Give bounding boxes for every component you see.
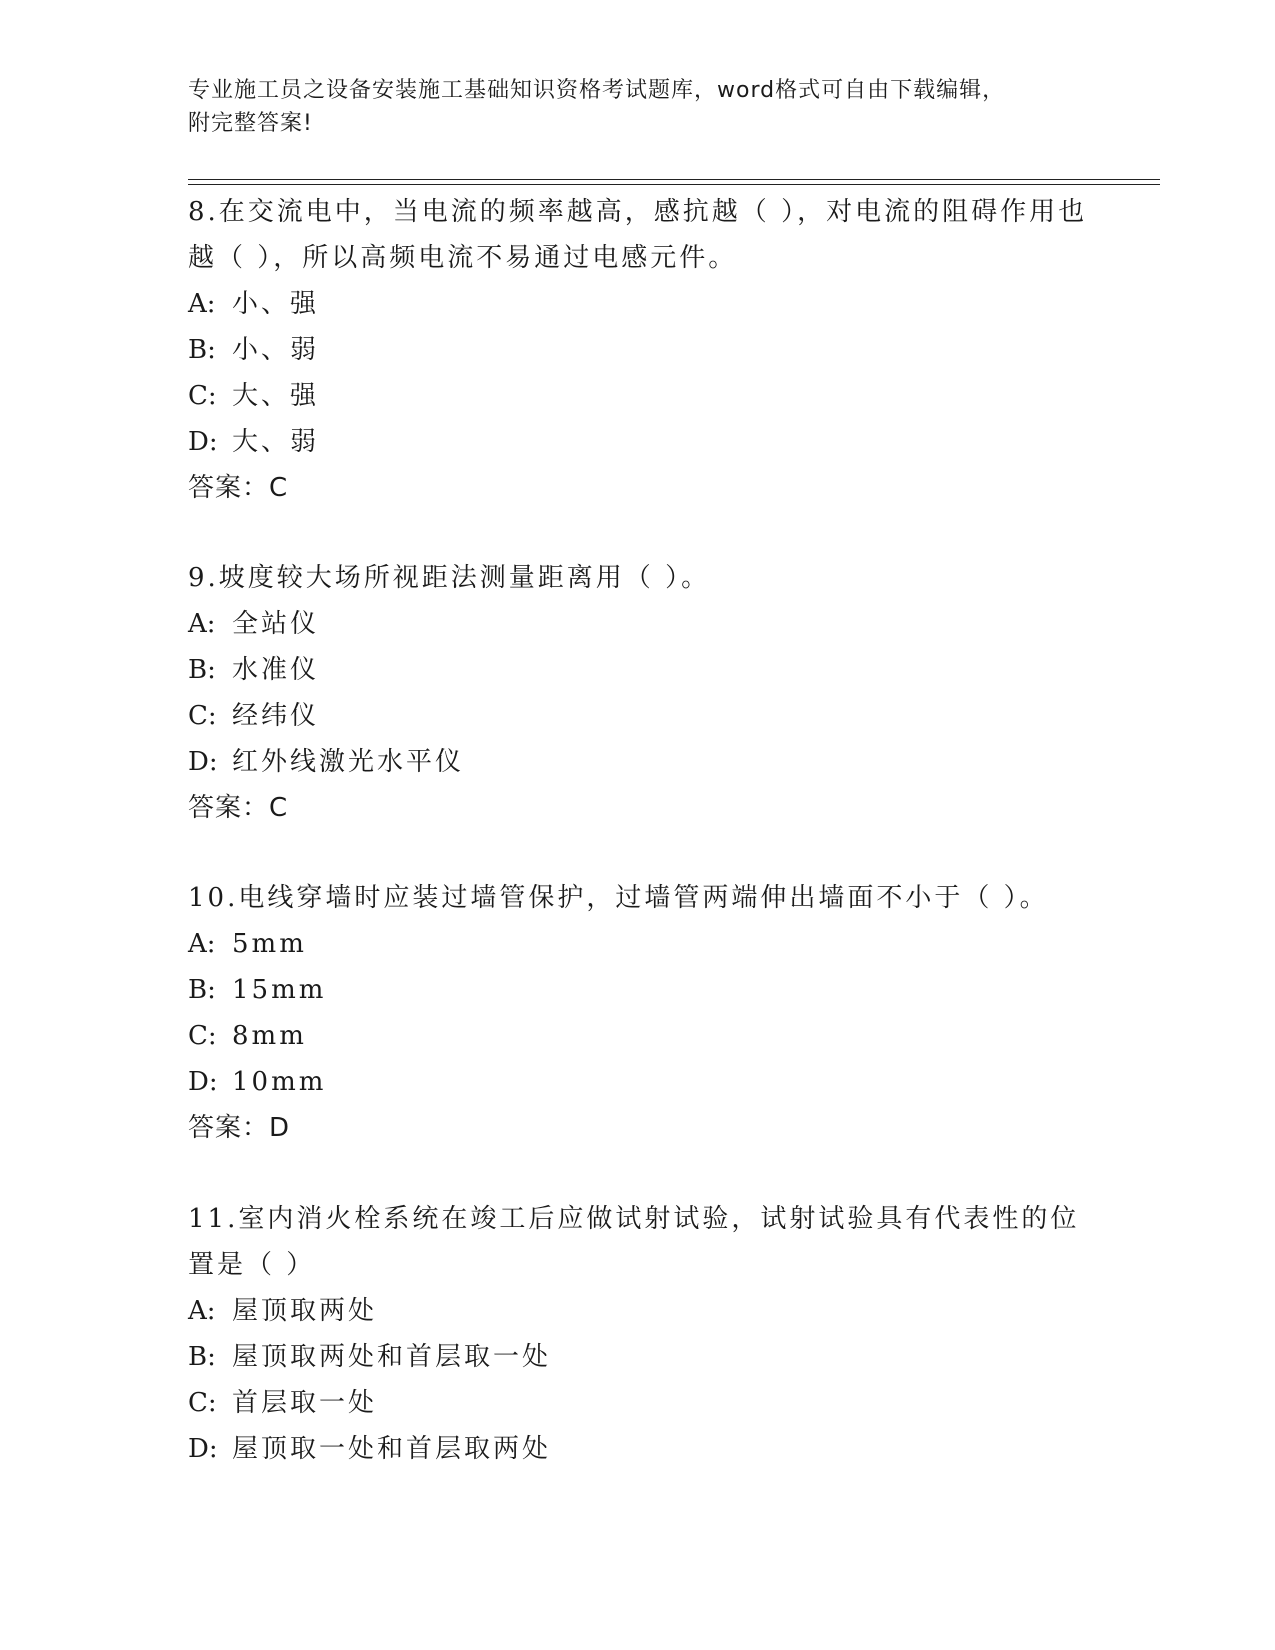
option-text: 经纬仪: [232, 701, 320, 731]
option-b: [188, 327, 1088, 373]
option-b: [188, 967, 1088, 1013]
option-d: [188, 419, 1088, 465]
question-stem: 8.在交流电中，当电流的频率越高，感抗越（ ），对电流的阻碍作用也越（ ），所以高频电流不易通过电感元件。: [188, 197, 1088, 273]
option-text: 小、强: [232, 289, 320, 319]
option-d: [188, 1059, 1088, 1105]
option-letter: D:: [188, 427, 218, 457]
option-letter: D:: [188, 1434, 218, 1464]
option-text: 屋顶取两处和首层取一处: [232, 1342, 552, 1372]
option-letter: C:: [188, 1021, 217, 1051]
option-text: 小、弱: [232, 335, 320, 365]
answer-line: 答案：C: [188, 793, 289, 823]
question-11: [188, 1196, 1088, 1472]
option-letter: B:: [188, 975, 216, 1005]
header-line-1: 专业施工员之设备安装施工基础知识资格考试题库，word格式可自由下载编辑，: [188, 78, 1006, 103]
option-letter: A:: [188, 929, 216, 959]
option-letter: C:: [188, 1388, 217, 1418]
option-a: [188, 601, 1088, 647]
option-text: 屋顶取一处和首层取两处: [232, 1434, 552, 1464]
option-c: [188, 1380, 1088, 1426]
option-text: 5mm: [232, 929, 307, 959]
question-stem: 11.室内消火栓系统在竣工后应做试射试验，试射试验具有代表性的位置是（ ）: [188, 1204, 1080, 1280]
option-letter: C:: [188, 701, 217, 731]
option-text: 大、弱: [232, 427, 320, 457]
option-text: 全站仪: [232, 609, 320, 639]
document-header: [188, 74, 1068, 140]
header-line-2: 附完整答案!: [188, 111, 313, 136]
option-text: 8mm: [232, 1021, 307, 1051]
option-letter: A:: [188, 609, 216, 639]
option-letter: C:: [188, 381, 217, 411]
option-c: [188, 1013, 1088, 1059]
answer-line: 答案：C: [188, 473, 289, 503]
question-8: [188, 189, 1088, 511]
option-a: [188, 281, 1088, 327]
answer-line: 答案：D: [188, 1113, 291, 1143]
question-stem: 9.坡度较大场所视距法测量距离用（ ）。: [188, 563, 711, 593]
question-stem: 10.电线穿墙时应装过墙管保护，过墙管两端伸出墙面不小于（ ）。: [188, 883, 1049, 913]
option-letter: D:: [188, 1067, 218, 1097]
option-text: 首层取一处: [232, 1388, 378, 1418]
option-b: [188, 647, 1088, 693]
header-divider-top: [188, 179, 1160, 180]
option-c: [188, 373, 1088, 419]
option-letter: A:: [188, 289, 216, 319]
option-letter: B:: [188, 1342, 216, 1372]
option-text: 大、强: [232, 381, 320, 411]
header-divider-bottom: [188, 184, 1160, 185]
option-text: 15mm: [232, 975, 327, 1005]
question-10: [188, 875, 1088, 1151]
option-text: 红外线激光水平仪: [232, 747, 465, 777]
option-d: [188, 739, 1088, 785]
option-b: [188, 1334, 1088, 1380]
option-letter: B:: [188, 335, 216, 365]
question-9: [188, 555, 1088, 831]
option-text: 10mm: [232, 1067, 327, 1097]
option-letter: A:: [188, 1296, 216, 1326]
option-text: 水准仪: [232, 655, 320, 685]
option-c: [188, 693, 1088, 739]
option-a: [188, 921, 1088, 967]
option-d: [188, 1426, 1088, 1472]
option-text: 屋顶取两处: [232, 1296, 378, 1326]
option-letter: D:: [188, 747, 218, 777]
option-a: [188, 1288, 1088, 1334]
option-letter: B:: [188, 655, 216, 685]
